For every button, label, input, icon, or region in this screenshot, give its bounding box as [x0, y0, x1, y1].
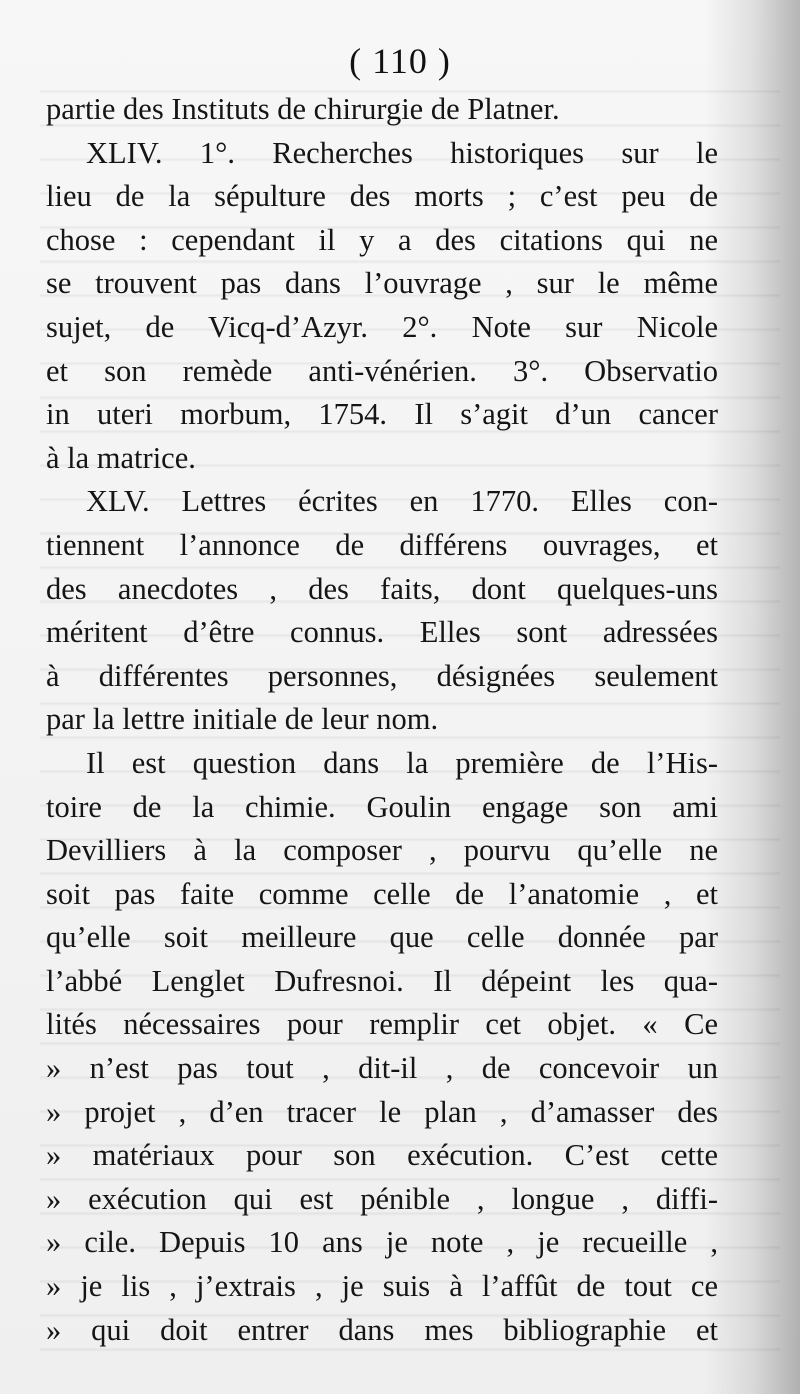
text-line: in uteri morbum, 1754. Il s’agit d’un cancer — [46, 397, 718, 432]
text-line: toire de la chimie. Goulin engage son ami — [46, 789, 718, 824]
text-line: et son remède anti-vénérien. 3°. Observatio — [46, 353, 718, 388]
text-line: XLIV. 1°. Recherches historiques sur le — [86, 135, 718, 170]
text-line: des anecdotes , des faits, dont quelques-uns — [46, 571, 718, 606]
text-line: qu’elle soit meilleure que celle donnée par — [46, 920, 718, 955]
text-line: Il est question dans la première de l’His- — [86, 745, 718, 780]
text-line: partie des Instituts de chirurgie de Platner. — [46, 92, 560, 126]
text-line: à différentes personnes, désignées seulement — [46, 658, 718, 693]
text-line: » cile. Depuis 10 ans je note , je recueille , — [46, 1225, 718, 1260]
page-number: ( 110 ) — [349, 41, 451, 81]
text-line: Devilliers à la composer , pourvu qu’elle ne — [46, 833, 718, 868]
text-line: » projet , d’en tracer le plan , d’amasser des — [46, 1094, 718, 1129]
text-line: » je lis , j’extrais , je suis à l’affût de tout ce — [46, 1269, 718, 1304]
text-line: XLV. Lettres écrites en 1770. Elles con- — [86, 484, 718, 519]
text-line: chose : cependant il y a des citations qui ne — [46, 222, 718, 257]
text-line: à la matrice. — [46, 440, 196, 475]
text-line: se trouvent pas dans l’ouvrage , sur le même — [46, 266, 718, 301]
text-line: lités nécessaires pour remplir cet objet. « Ce — [46, 1007, 718, 1042]
text-line: tiennent l’annonce de différens ouvrages, et — [46, 527, 718, 562]
page-text-block — [46, 88, 718, 1352]
text-line: par la lettre initiale de leur nom. — [46, 702, 439, 737]
text-line: sujet, de Vicq-d’Azyr. 2°. Note sur Nicole — [46, 309, 718, 344]
text-line: soit pas faite comme celle de l’anatomie , et — [46, 876, 718, 911]
text-line: » exécution qui est pénible , longue , diffi- — [46, 1181, 718, 1216]
text-line: » qui doit entrer dans mes bibliographie et — [46, 1312, 718, 1347]
text-line: » n’est pas tout , dit-il , de concevoir un — [46, 1051, 718, 1086]
text-line: lieu de la sépulture des morts ; c’est peu de — [46, 179, 718, 214]
text-line: méritent d’être connus. Elles sont adressées — [46, 615, 718, 650]
text-line: » matériaux pour son exécution. C’est cette — [46, 1138, 718, 1173]
text-line: l’abbé Lenglet Dufresnoi. Il dépeint les qua- — [46, 963, 718, 998]
